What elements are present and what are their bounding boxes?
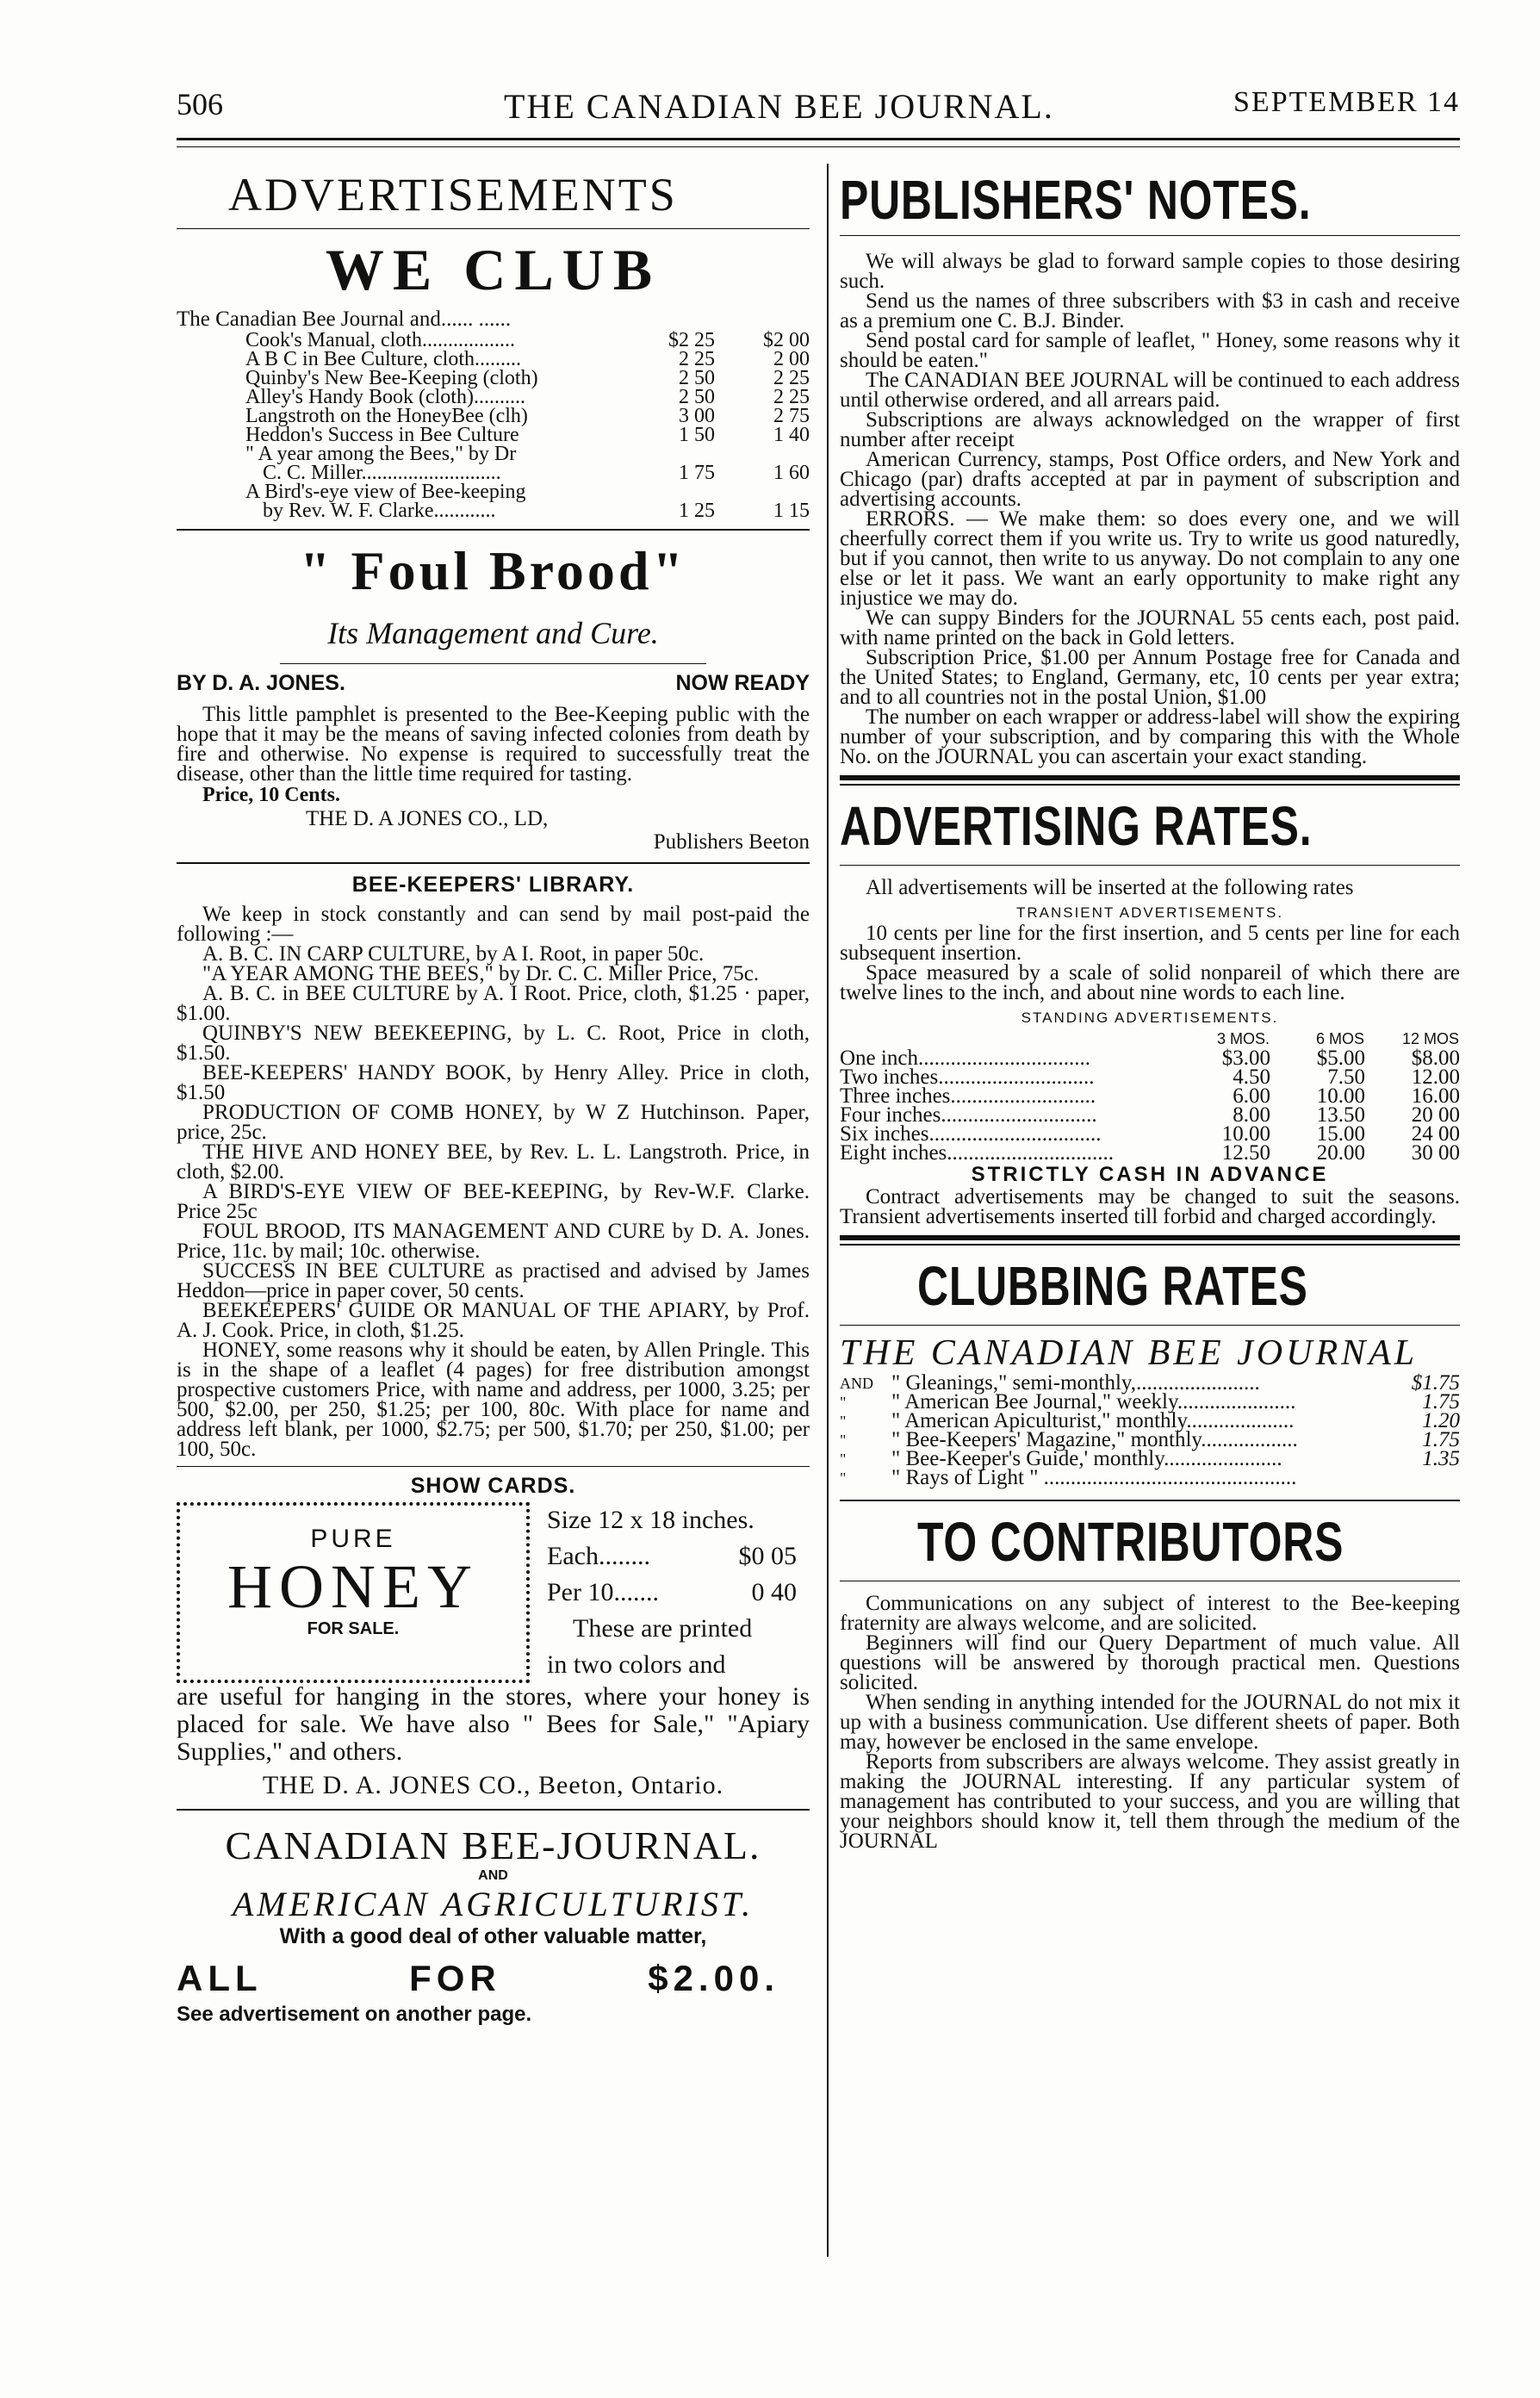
library-intro: We keep in stock constantly and can send by mail post-paid the following :— (177, 903, 810, 946)
rates-label: One inch................................ (840, 1047, 1090, 1070)
divider (177, 862, 810, 864)
card-honey: HONEY (227, 1552, 479, 1621)
rates-6mos: 7.50 (1327, 1065, 1365, 1089)
transient-text-2: Space measured by a scale of solid nonpareil of which there are twelve lines to the inch, and about nine words to each line. (840, 961, 1460, 1004)
contributors-note: Reports from subscribers are always welcome. They assist greatly in making the JOURNAL interesting. If any particular system of management has contributed to your success, and you are willing that your neighbors should know it, tell them through the medium of the JOURNAL (840, 1750, 1460, 1853)
club-item-price: 3 00 (679, 405, 715, 427)
club-item-club-price: 2 00 (773, 348, 810, 370)
rates-label: Three inches........................... (840, 1084, 1096, 1108)
library-item: HONEY, some reasons why it should be eaten, by Allen Pringle. This is in the shape of a leaflet (4 pages) for free distribution amongst prospective customers Price, with name and address, per 1000, 3.25; per 500, $2.00, per 250, $1.25; per 100, 80c. With place for name and address left blank, per 1000, $2.75; per 500, $1.70; per 250, $1.00; per 100, 50c. (177, 1339, 810, 1461)
card-pure: PURE (310, 1525, 396, 1553)
club-intro: The Canadian Bee Journal and...... ...... (177, 308, 512, 331)
contributors-note: When sending in anything intended for the JOURNAL do not mix it up with a business communication. Use different sheets of paper. Both may, however be enclosed in the same envelope. (840, 1691, 1460, 1754)
club-item-price (646, 444, 715, 463)
library-item: BEE-KEEPERS' HANDY BOOK, by Henry Alley. Price in cloth, $1.50 (177, 1061, 810, 1104)
club-item-price: 1 50 (679, 424, 715, 446)
publishers-note: American Currency, stamps, Post Office orders, and New York and Chicago (par) drafts accepted at par in payment of subscription and advertising accounts. (840, 448, 1460, 511)
card-each-price: $0 05 (738, 1542, 797, 1570)
rates-label: Six inches................................ (840, 1122, 1102, 1146)
adrates-intro: All advertisements will be inserted at the following rates (866, 876, 1354, 899)
club-item-club-price: 1 40 (773, 424, 810, 446)
transient-head: TRANSIENT ADVERTISEMENTS. (1015, 904, 1284, 921)
rates-6mos: 13.50 (1316, 1103, 1365, 1127)
clubbing-prefix: " (840, 1469, 847, 1487)
library-item: "A YEAR AMONG THE BEES," by Dr. C. C. Miller Price, 75c. (202, 962, 760, 985)
clubbing-price (1400, 1469, 1460, 1488)
club-item-price: 2 25 (679, 348, 715, 370)
contributors-note: Beginners will find our Query Department of much value. All questions will be answered by thorough practical men. Questions solicited. (840, 1631, 1460, 1694)
club-item-club-price: 1 15 (773, 500, 810, 522)
foul-brood-title: " Foul Brood" (299, 540, 687, 601)
card-each-row (547, 1538, 797, 1575)
library-item: SUCCESS IN BEE CULTURE as practised and advised by James Heddon—price in paper cover, 50 cents. (177, 1259, 810, 1302)
club-item-name: Langstroth on the HoneyBee (clh) (245, 405, 528, 427)
rates-3mos: 10.00 (1221, 1122, 1270, 1146)
clubbing-table (840, 1371, 1460, 1489)
divider (840, 1244, 1460, 1246)
publishers-note: Send postal card for sample of leaflet, " Honey, some reasons why it should be eaten." (840, 329, 1460, 372)
rates-label: Four inches............................. (840, 1103, 1097, 1127)
divider (840, 1500, 1460, 1501)
card-for-sale: FOR SALE. (307, 1619, 400, 1638)
club-row (177, 463, 810, 482)
card-per10-price: 0 40 (751, 1578, 797, 1606)
publishers-note: The number on each wrapper or address-label will show the expiring number of your subscription, and by comparing this with the Whole No. on the JOURNAL you can ascertain your exact standing. (840, 705, 1460, 768)
author: BY D. A. JONES. (177, 671, 345, 695)
publishers-notes-title: PUBLISHERS' NOTES. (840, 169, 1312, 231)
foul-brood-price: Price, 10 Cents. (202, 784, 340, 806)
standing-rates-table (840, 1028, 1460, 1163)
advertisements-title: ADVERTISEMENTS (228, 169, 678, 221)
library-item: THE HIVE AND HONEY BEE, by Rev. L. L. Langstroth. Price, in cloth, $2.00. (177, 1140, 810, 1183)
club-item-club-price: $2 00 (763, 329, 810, 351)
club-item-name: C. C. Miller........................... (263, 462, 501, 484)
clubbing-name: " Bee-Keeper's Guide,' monthly...................... (891, 1447, 1282, 1470)
club-table (177, 331, 810, 520)
library-list (177, 904, 810, 1459)
now-ready: NOW READY (675, 671, 810, 695)
library-item: QUINBY'S NEW BEEKEEPING, by L. C. Root, Price in cloth, $1.50. (177, 1022, 810, 1065)
rates-row (840, 1144, 1460, 1163)
strictly-cash: STRICTLY CASH IN ADVANCE (971, 1163, 1329, 1186)
left-column (177, 168, 810, 2027)
rates-col-header: 3 MOS. (1216, 1030, 1270, 1047)
show-cards-title: SHOW CARDS. (410, 1474, 576, 1498)
club-item-name: A Bird's-eye view of Bee-keeping (245, 481, 526, 503)
club-row (177, 350, 810, 369)
club-item-price: 1 75 (679, 462, 715, 484)
library-item: BEEKEEPERS' GUIDE OR MANUAL OF THE APIARY, by Prof. A. J. Cook. Price, in cloth, $1.25. (177, 1299, 810, 1342)
clubbing-price: 1.75 (1422, 1428, 1460, 1451)
divider (280, 663, 706, 664)
rates-3mos: 4.50 (1233, 1065, 1270, 1089)
foul-brood-publisher-place: Publishers Beeton (653, 830, 810, 854)
rates-6mos: 10.00 (1316, 1084, 1365, 1108)
club-item-name: Alley's Handy Book (cloth).......... (245, 386, 525, 408)
byline (177, 671, 810, 696)
club-row (177, 388, 810, 407)
card-colors: in two colors and (547, 1650, 726, 1679)
club-item-club-price (715, 444, 810, 463)
cbj-all: ALL (177, 1958, 263, 1998)
library-item: PRODUCTION OF COMB HONEY, by W Z Hutchinson. Paper, price, 25c. (177, 1101, 810, 1144)
show-card-section (177, 1502, 810, 1683)
clubbing-name: " Rays of Light " ............................................... (891, 1466, 1297, 1489)
club-item-name: Quinby's New Bee-Keeping (cloth) (245, 367, 538, 389)
clubbing-name: " American Apiculturist," monthly.................... (891, 1409, 1295, 1432)
club-item-name: by Rev. W. F. Clarke............ (263, 500, 496, 522)
cbj-title: CANADIAN BEE-JOURNAL. (225, 1823, 761, 1867)
advertising-rates-title: ADVERTISING RATES. (840, 795, 1313, 857)
rates-6mos: 15.00 (1316, 1122, 1365, 1146)
cbj-price: $2.00. (648, 1958, 779, 1998)
page-number: 506 (177, 87, 223, 121)
rates-3mos: 6.00 (1233, 1084, 1270, 1108)
club-item-name: " A year among the Bees," by Dr (245, 443, 517, 465)
club-item-price: 2 50 (679, 386, 715, 408)
rates-12mos: 12.00 (1411, 1065, 1460, 1089)
rates-12mos: 30 00 (1411, 1141, 1460, 1165)
clubbing-price: 1.20 (1422, 1409, 1460, 1432)
club-item-club-price: 2 25 (773, 386, 810, 408)
contributors-title: TO CONTRIBUTORS (917, 1511, 1344, 1573)
standing-head: STANDING ADVERTISEMENTS. (1021, 1010, 1279, 1026)
club-item-price: 1 25 (679, 500, 715, 522)
library-item: A BIRD'S-EYE VIEW OF BEE-KEEPING, by Rev-W.F. Clarke. Price 25c (177, 1180, 810, 1223)
rates-3mos: $3.00 (1221, 1047, 1270, 1070)
card-prices (547, 1502, 797, 1683)
rates-3mos: 12.50 (1221, 1141, 1270, 1165)
club-item-name: A B C in Bee Culture, cloth......... (245, 348, 521, 370)
library-item: FOUL BROOD, ITS MANAGEMENT AND CURE by D. A. Jones. Price, 11c. by mail; 10c. otherwise. (177, 1220, 810, 1263)
card-per10-label: Per 10....... (547, 1578, 659, 1606)
page-header (177, 86, 1460, 129)
publishers-note: Send us the names of three subscribers with $3 in cash and receive as a premium one C. B.J. Binder. (840, 289, 1460, 332)
club-row (177, 482, 810, 501)
publishers-note: Subscriptions are always acknowledged on the wrapper of first number after receipt (840, 408, 1460, 451)
club-item-club-price: 2 75 (773, 405, 810, 427)
contributors-note: Communications on any subject of interest to the Bee-keeping fraternity are always welcome, and are solicited. (840, 1592, 1460, 1635)
rates-12mos: 16.00 (1411, 1084, 1460, 1108)
cbj-see-ad: See advertisement on another page. (177, 2003, 532, 2026)
divider (840, 1325, 1460, 1326)
club-row (177, 369, 810, 388)
rates-label: Eight inches............................... (840, 1141, 1115, 1165)
clubbing-row (840, 1469, 1460, 1488)
clubbing-name: " American Bee Journal," weekly...................... (891, 1390, 1296, 1413)
divider (840, 235, 1460, 236)
club-item-price: $2 25 (668, 329, 715, 351)
rates-12mos: 20 00 (1411, 1103, 1460, 1127)
library-title: BEE-KEEPERS' LIBRARY. (351, 873, 635, 897)
club-item-club-price: 2 25 (773, 367, 810, 389)
contributors-notes (840, 1593, 1460, 1851)
club-row (177, 501, 810, 520)
rates-6mos: $5.00 (1316, 1047, 1365, 1070)
divider (840, 1235, 1460, 1240)
card-text: are useful for hanging in the stores, where your honey is placed for sale. We have also " Bees for Sale," "Apiary Supplies," and others. (177, 1682, 810, 1766)
publishers-notes (840, 252, 1460, 767)
card-publisher: THE D. A. JONES CO., Beeton, Ontario. (262, 1771, 724, 1799)
clubbing-prefix: " (840, 1432, 847, 1449)
clubbing-price: 1.75 (1422, 1390, 1460, 1413)
library-item: A. B. C. in BEE CULTURE by A. I Root. Price, cloth, $1.25 · paper, $1.00. (177, 982, 810, 1025)
club-item-club-price: 1 60 (773, 462, 810, 484)
clubbing-prefix: " (840, 1451, 847, 1468)
issue-date: SEPTEMBER 14 (1233, 86, 1460, 118)
club-item-price: 2 50 (679, 367, 715, 389)
publishers-note: We will always be glad to forward sample copies to those desiring such. (840, 250, 1460, 293)
publishers-note: The CANADIAN BEE JOURNAL will be continued to each address until otherwise ordered, and all arrears paid. (840, 369, 1460, 412)
clubbing-name: " Gleanings," semi-monthly,....................... (891, 1371, 1260, 1395)
rates-label: Two inches............................. (840, 1065, 1095, 1089)
club-row (177, 426, 810, 444)
club-item-price (646, 482, 715, 501)
right-column (840, 168, 1460, 1851)
cbj-good-deal: With a good deal of other valuable matter, (279, 1924, 707, 1948)
divider (840, 775, 1460, 780)
clubbing-price: $1.75 (1411, 1371, 1460, 1395)
foul-brood-text: This little pamphlet is presented to the Bee-Keeping public with the hope that it may be the means of saving infected colonies from death by fire and otherwise. No expense is required to successfully treat the disease, other than the little time required for tasting. (177, 703, 810, 786)
divider (177, 1466, 810, 1467)
card-printed: These are printed (573, 1614, 753, 1643)
publishers-note: We can suppy Binders for the JOURNAL 55 cents each, post paid. with name printed on the back in Gold letters. (840, 606, 1460, 649)
clubbing-prefix: " (840, 1394, 847, 1411)
clubbing-rates-title: CLUBBING RATES (917, 1255, 1308, 1317)
divider (840, 865, 1460, 866)
clubbing-price: 1.35 (1422, 1447, 1460, 1470)
card-each-label: Each........ (547, 1542, 650, 1570)
publishers-note: Subscription Price, $1.00 per Annum Postage free for Canada and the United States; to England, Germany, etc, 10 cents per year extra; and to all countries not in the postal Union, $1.00 (840, 646, 1460, 709)
header-rule-bottom (177, 146, 1460, 147)
contract-text: Contract advertisements may be changed to suit the seasons. Transient advertisements inserted till forbid and charged accordingly. (840, 1185, 1460, 1228)
club-item-name: Cook's Manual, cloth.................. (245, 329, 515, 351)
cbj-agriculturist: AMERICAN AGRICULTURIST. (232, 1885, 754, 1923)
card-per10-row (547, 1575, 797, 1611)
we-club-title: WE CLUB (325, 237, 661, 302)
rates-3mos: 8.00 (1233, 1103, 1270, 1127)
foul-brood-publisher: THE D. A JONES CO., LD, (306, 807, 549, 830)
column-divider (827, 164, 829, 2257)
club-row (177, 444, 810, 463)
club-item-club-price (715, 482, 810, 501)
cbj-all-for (177, 1958, 779, 1999)
publishers-note: ERRORS. — We make them: so does every one, and we will cheerfully correct them if you write us. Try to write us good naturedly, but if you cannot, then write to us anyway. Do not complain to any one else or let it pass. We want an early opportunity to make right any injustice we may do. (840, 507, 1460, 610)
rates-6mos: 20.00 (1316, 1141, 1365, 1165)
cbj-and: AND (478, 1868, 508, 1883)
divider (177, 228, 810, 229)
journal-title: THE CANADIAN BEE JOURNAL. (504, 87, 1054, 126)
transient-text-1: 10 cents per line for the first insertion, and 5 cents per line for each subsequent insertion. (840, 922, 1460, 965)
divider (177, 1809, 810, 1811)
cbj-for: FOR (409, 1958, 501, 1998)
card-size: Size 12 x 18 inches. (547, 1506, 754, 1534)
rates-col-header: 12 MOS (1401, 1030, 1459, 1047)
club-item-name: Heddon's Success in Bee Culture (245, 424, 519, 446)
honey-card-sample (177, 1502, 530, 1683)
club-row (177, 331, 810, 350)
clubbing-prefix: " (840, 1413, 847, 1430)
rates-col-header: 6 MOS (1315, 1030, 1364, 1047)
library-item: A. B. C. IN CARP CULTURE, by A I. Root, in paper 50c. (202, 942, 705, 966)
clubbing-name: " Bee-Keepers' Magazine," monthly.................. (891, 1428, 1298, 1451)
club-row (177, 407, 810, 426)
rates-12mos: 24 00 (1411, 1122, 1460, 1146)
header-rule-top (177, 138, 1460, 140)
clubbing-prefix: AND (840, 1375, 873, 1392)
clubbing-journal: THE CANADIAN BEE JOURNAL (840, 1333, 1419, 1373)
divider (177, 529, 810, 531)
foul-brood-subtitle: Its Management and Cure. (327, 616, 659, 650)
divider (840, 784, 1460, 786)
rates-12mos: $8.00 (1411, 1047, 1460, 1070)
